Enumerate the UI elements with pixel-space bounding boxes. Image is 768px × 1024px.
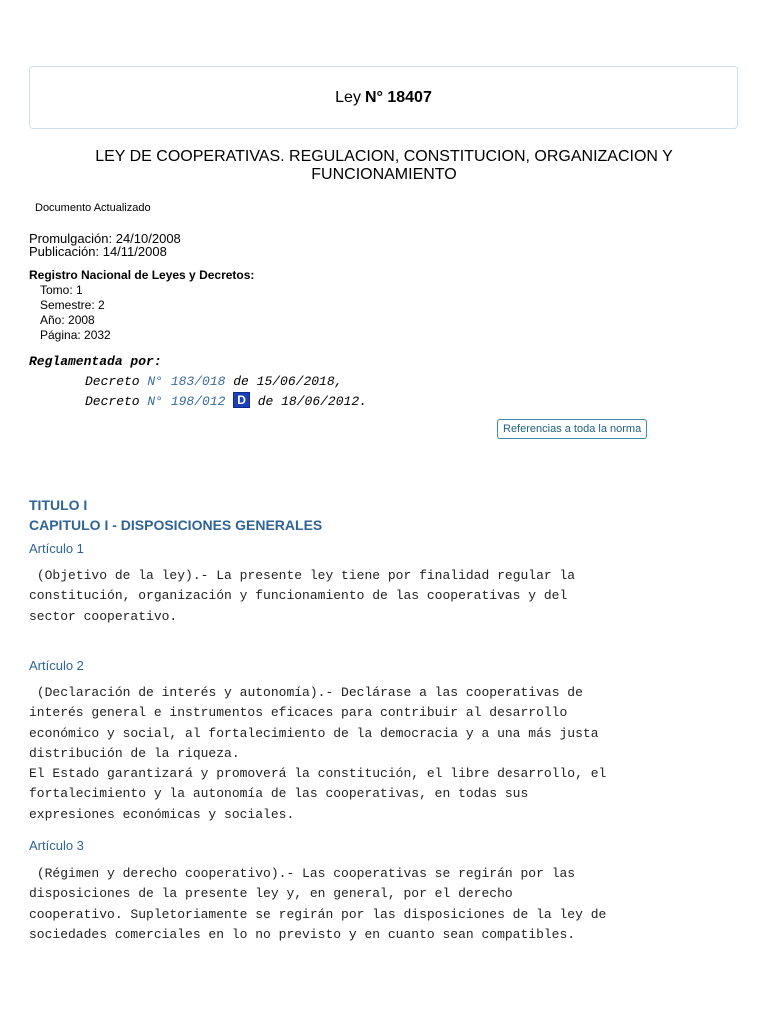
dates-block <box>29 232 181 258</box>
registry-tomo: Tomo: 1 <box>40 283 83 297</box>
law-number: N° 18407 <box>364 88 432 106</box>
capitulo-heading: CAPITULO I - DISPOSICIONES GENERALES <box>29 517 323 533</box>
article-2-heading: Artículo 2 <box>29 658 84 673</box>
decree-link[interactable]: N° 198/012 <box>147 394 226 409</box>
references-button[interactable]: Referencias a toda la norma <box>497 419 647 439</box>
law-prefix: Ley <box>335 88 361 106</box>
law-title-line-2: FUNCIONAMIENTO <box>311 166 457 183</box>
registry-block <box>29 268 254 343</box>
document-status: Documento Actualizado <box>35 202 151 214</box>
regulations-heading: Reglamentada por: <box>29 354 162 369</box>
titulo-heading: TITULO I <box>29 497 88 513</box>
registry-anio: Año: 2008 <box>40 313 95 327</box>
section-heading <box>29 495 322 535</box>
decree-date: de 18/06/2012. <box>249 394 367 409</box>
regulations-block <box>29 352 367 412</box>
decree-prefix: Decreto <box>85 374 148 389</box>
registry-pagina: Página: 2032 <box>40 328 111 342</box>
publication-date: Publicación: 14/11/2008 <box>29 244 167 259</box>
article-3-text: (Régimen y derecho cooperativo).- Las cooperativas se regirán por las disposiciones de la presente ley y, en general, por el derecho cooperativo. Supletoriamente se regirán por las disposiciones de la ley de sociedades comerciales en lo no previsto y en cuanto sean compatibles. <box>29 866 607 942</box>
article-2-text: (Declaración de interés y autonomía).- Declárase a las cooperativas de interés general e instrumentos eficaces para contribuir al desarrollo económico y social, al fortalecimiento de la democracia y a una más justa distribución de la riqueza. El Estado garantizará y promoverá la constitución, el libre desarrollo, el fortalecimiento y la autonomía de las cooperativas, en todas sus expresiones económicas y sociales. <box>29 685 607 822</box>
registry-semestre: Semestre: 2 <box>40 298 105 312</box>
decree-link[interactable]: N° 183/018 <box>147 374 226 389</box>
decree-prefix: Decreto <box>85 394 148 409</box>
decree-document-icon[interactable]: D <box>233 392 250 408</box>
article-3-heading: Artículo 3 <box>29 838 84 853</box>
law-title-line-1: LEY DE COOPERATIVAS. REGULACION, CONSTITUCION, ORGANIZACION Y <box>95 148 673 165</box>
article-1-heading: Artículo 1 <box>29 541 84 556</box>
decree-date: de 15/06/2018, <box>225 374 343 389</box>
registry-heading: Registro Nacional de Leyes y Decretos: <box>29 268 255 282</box>
decree-item <box>29 392 367 412</box>
law-number-box <box>29 66 738 129</box>
promulgation-date: Promulgación: 24/10/2008 <box>29 231 181 246</box>
article-1-text: (Objetivo de la ley).- La presente ley tiene por finalidad regular la constitución, organización y funcionamiento de las cooperativas y del sector cooperativo. <box>29 568 576 624</box>
law-title <box>30 148 738 184</box>
decree-item <box>29 372 367 392</box>
